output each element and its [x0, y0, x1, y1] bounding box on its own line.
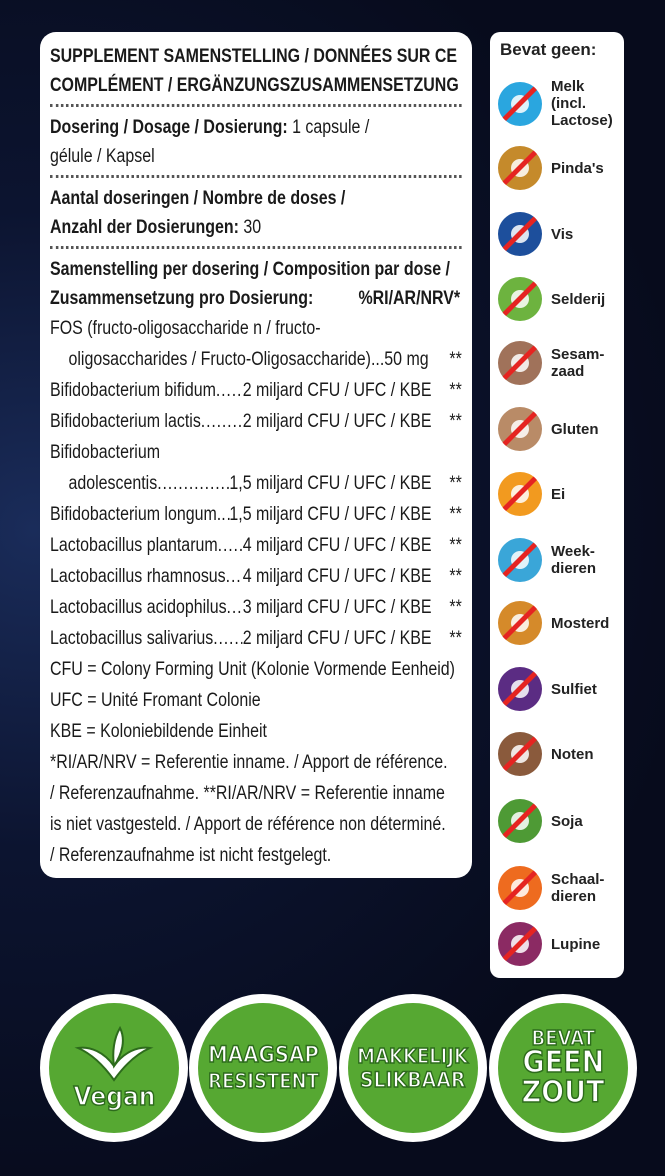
footnote-line: / Referenzaufnahme. **RI/AR/NRV = Referentie inname: [50, 783, 445, 804]
doses-value: 30: [238, 217, 262, 238]
divider: [50, 104, 462, 107]
fos-row: [50, 344, 462, 375]
shell-icon: [498, 538, 542, 582]
vegan-badge-inner: [49, 1003, 179, 1133]
ingredient-name: Bifidobacterium: [50, 442, 161, 463]
icon-glyph: [511, 290, 529, 308]
dot-leader: [213, 623, 242, 654]
swallow-line-2: SLIKBAAR: [360, 1067, 466, 1092]
icon-glyph: [511, 485, 529, 503]
egg-icon: [498, 472, 542, 516]
composition-line-1: Samenstelling per dosering / Composition par dose /: [50, 259, 450, 280]
icon-glyph: [511, 420, 529, 438]
allergen-title: Bevat geen:: [500, 40, 597, 59]
lupine-icon: [498, 922, 542, 966]
allergen-label: Gluten: [551, 420, 599, 438]
swallow-badge-inner: [348, 1003, 478, 1133]
ingredient-row: [50, 375, 462, 406]
ingredient-amount: 4 miljard CFU / UFC / KBE: [242, 566, 432, 587]
ingredient-amount: 1,5 miljard CFU / UFC / KBE: [229, 473, 432, 494]
doses-label-line-2: Anzahl der Dosierungen:: [50, 217, 239, 238]
gastro-resistant-badge: [189, 994, 337, 1142]
divider: [50, 175, 462, 178]
ingredient-list: [50, 375, 462, 654]
ingredient-ri: **: [449, 504, 462, 525]
allergen-item: [498, 472, 615, 516]
ingredient-ri: **: [449, 411, 462, 432]
dosage-section: [50, 113, 462, 171]
allergen-panel: [490, 32, 624, 978]
ingredient-row: [50, 468, 462, 499]
ingredient-row: [50, 561, 462, 592]
allergen-item: [498, 538, 615, 582]
icon-glyph: [511, 95, 529, 113]
ingredient-name: Bifidobacterium longum.: [50, 504, 222, 525]
composition-header: [50, 255, 462, 313]
ingredient-ri: **: [449, 535, 462, 556]
allergen-item: [498, 667, 615, 711]
no-salt-badge: [489, 994, 637, 1142]
nut-icon: [498, 732, 542, 776]
dot-leader: [227, 592, 243, 623]
allergen-item: [498, 78, 615, 129]
ingredient-amount: 1,5 miljard CFU / UFC / KBE: [229, 504, 432, 525]
ingredient-amount: 2 miljard CFU / UFC / KBE: [242, 628, 432, 649]
ingredient-ri: **: [449, 628, 462, 649]
dot-leader: [226, 561, 243, 592]
icon-glyph: [511, 935, 529, 953]
allergen-label: Soja: [551, 812, 583, 830]
footnote-line: *RI/AR/NRV = Referentie inname. / Apport de référence.: [50, 752, 448, 773]
ingredient-amount: 2 miljard CFU / UFC / KBE: [242, 411, 432, 432]
fos-line-2: oligosaccharides / Fructo-Oligosaccharide)...50 mg: [68, 349, 429, 370]
ingredient-ri: **: [449, 597, 462, 618]
ingredient-row: [50, 406, 462, 437]
ingredient-name: Bifidobacterium bifidum: [50, 380, 216, 401]
icon-glyph: [511, 812, 529, 830]
sulphite-icon: [498, 667, 542, 711]
ingredient-ri: **: [449, 473, 462, 494]
ingredient-row: [50, 499, 462, 530]
composition-ri-header: %RI/AR/NRV*: [358, 288, 461, 309]
icon-glyph: [511, 354, 529, 372]
ingredient-amount: 3 miljard CFU / UFC / KBE: [242, 597, 432, 618]
ingredient-ri: **: [449, 380, 462, 401]
ingredient-name: adolescentis: [68, 473, 158, 494]
dot-leader: [221, 499, 229, 530]
dot-leader: [201, 406, 243, 437]
allergen-label: Mosterd: [551, 614, 610, 632]
title-line-1: SUPPLEMENT SAMENSTELLING / DONNÉES SUR CE: [50, 46, 458, 67]
dosage-label: Dosering / Dosage / Dosierung:: [50, 117, 288, 138]
allergen-label: Melk (incl. Lactose): [551, 78, 613, 129]
leaf-icon: [74, 1026, 154, 1082]
supplement-title: [50, 42, 462, 100]
title-line-2: COMPLÉMENT / ERGÄNZUNGSZUSAMMENSETZUNG: [50, 75, 459, 96]
icon-glyph: [511, 225, 529, 243]
icon-glyph: [511, 879, 529, 897]
ingredient-amount: 4 miljard CFU / UFC / KBE: [242, 535, 432, 556]
footnote-line: / Referenzaufnahme ist nicht festgelegt.: [50, 845, 332, 866]
icon-glyph: [511, 745, 529, 763]
allergen-label: Ei: [551, 485, 566, 503]
ingredient-row: [50, 437, 462, 468]
allergen-label: Lupine: [551, 935, 601, 953]
salt-line-1: BEVAT: [531, 1026, 595, 1050]
ingredient-name: Bifidobacterium lactis: [50, 411, 201, 432]
crab-icon: [498, 866, 542, 910]
allergen-item: [498, 799, 615, 843]
sesame-icon: [498, 341, 542, 385]
allergen-label: Sulfiet: [551, 680, 597, 698]
ingredient-row: [50, 592, 462, 623]
allergen-label: Schaal-dieren: [551, 871, 605, 905]
fos-ri: **: [449, 349, 462, 370]
footnote-line: is niet vastgesteld. / Apport de référence non déterminé.: [50, 814, 446, 835]
divider: [50, 246, 462, 249]
ingredient-name: Lactobacillus plantarum: [50, 535, 218, 556]
allergen-item: [498, 212, 615, 256]
allergen-item: [498, 601, 615, 645]
dosage-value: 1 capsule /: [287, 117, 370, 138]
allergen-label: Noten: [551, 745, 594, 763]
salt-line-2: GEEN: [522, 1045, 604, 1080]
dot-leader: [157, 468, 229, 499]
allergen-label: Selderij: [551, 290, 606, 308]
fish-icon: [498, 212, 542, 256]
allergen-item: [498, 866, 615, 910]
allergen-item: [498, 922, 615, 966]
footnotes: [50, 654, 462, 871]
dot-leader: [218, 530, 243, 561]
icon-glyph: [511, 680, 529, 698]
swallow-line-1: MAKKELIJK: [357, 1043, 469, 1068]
gastro-badge-inner: [198, 1003, 328, 1133]
allergen-label: Week-dieren: [551, 543, 597, 577]
allergen-label: Sesam-zaad: [551, 346, 605, 380]
allergen-item: [498, 341, 615, 385]
ingredient-name: Lactobacillus rhamnosus: [50, 566, 226, 587]
footnote-line: CFU = Colony Forming Unit (Kolonie Vormende Eenheid): [50, 659, 455, 680]
dot-leader: [216, 375, 243, 406]
footnote-line: UFC = Unité Fromant Colonie: [50, 690, 261, 711]
icon-glyph: [511, 159, 529, 177]
ingredient-name: Lactobacillus salivarius: [50, 628, 214, 649]
ingredient-row: [50, 623, 462, 654]
peanut-icon: [498, 146, 542, 190]
composition-line-2: Zusammensetzung pro Dosierung:: [50, 288, 314, 309]
vegan-label: Vegan: [73, 1082, 155, 1112]
gastro-line-1: MAAGSAP: [207, 1043, 319, 1068]
fos-line-1: FOS (fructo-oligosaccharide n / fructo-: [50, 318, 321, 339]
allergen-item: [498, 277, 615, 321]
allergen-label: Pinda's: [551, 159, 604, 177]
easy-swallow-badge: [339, 994, 487, 1142]
milk-icon: [498, 82, 542, 126]
celery-icon: [498, 277, 542, 321]
ingredient-row: [50, 530, 462, 561]
salt-badge-inner: [498, 1003, 628, 1133]
allergen-item: [498, 407, 615, 451]
allergen-label: Vis: [551, 225, 574, 243]
ingredient-amount: 2 miljard CFU / UFC / KBE: [242, 380, 432, 401]
wheat-icon: [498, 407, 542, 451]
vegan-badge: [40, 994, 188, 1142]
icon-glyph: [511, 551, 529, 569]
supplement-facts-panel: [40, 32, 472, 878]
ingredient-ri: **: [449, 566, 462, 587]
allergen-item: [498, 732, 615, 776]
dosage-line-2: gélule / Kapsel: [50, 146, 155, 167]
mustard-icon: [498, 601, 542, 645]
footnote-line: KBE = Koloniebildende Einheit: [50, 721, 267, 742]
allergen-item: [498, 146, 615, 190]
gastro-line-2: RESISTENT: [207, 1069, 319, 1093]
doses-label-line-1: Aantal doseringen / Nombre de doses /: [50, 188, 346, 209]
icon-glyph: [511, 614, 529, 632]
ingredient-name: Lactobacillus acidophilus: [50, 597, 227, 618]
doses-section: [50, 184, 462, 242]
soy-icon: [498, 799, 542, 843]
salt-line-3: ZOUT: [521, 1075, 605, 1110]
